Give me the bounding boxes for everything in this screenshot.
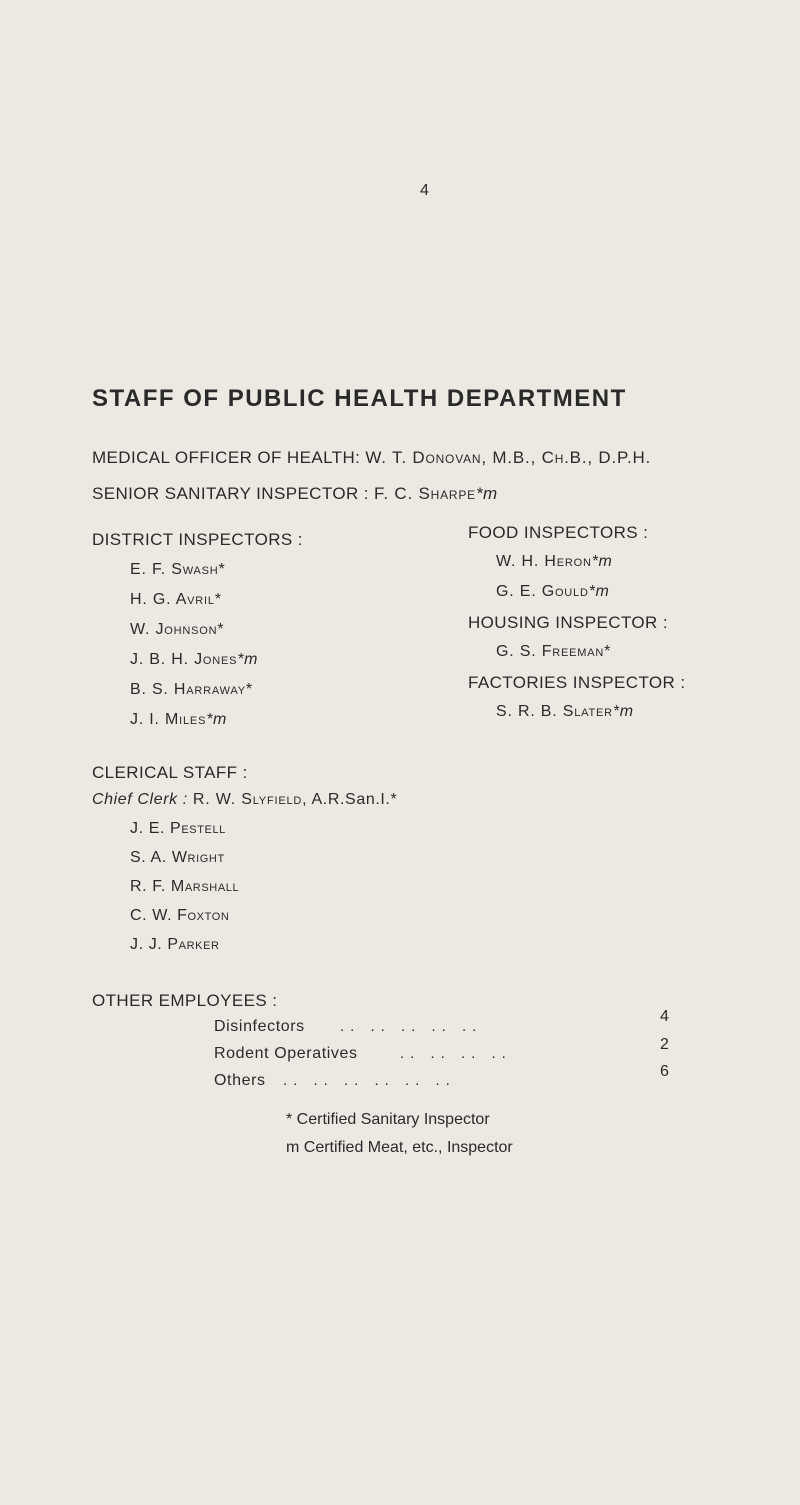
- chief-clerk-name: R. W. Slyfield,: [192, 791, 308, 808]
- district-inspector: H. G. Avril*: [130, 591, 222, 608]
- district-inspector: J. I. Miles*m: [130, 711, 227, 728]
- ssi-name: F. C. Sharpe: [374, 484, 476, 503]
- employee-row-count: 4: [660, 1008, 669, 1025]
- chief-clerk-label: Chief Clerk :: [92, 791, 188, 808]
- food-inspector: W. H. Heron*m: [496, 553, 613, 570]
- ssi-line: [92, 484, 498, 504]
- employee-row-count: 6: [660, 1063, 669, 1080]
- employee-row-dots: .. .. .. ..: [400, 1045, 512, 1062]
- clerk-name: R. F. Marshall: [130, 878, 240, 895]
- chief-clerk-line: [92, 791, 397, 809]
- employee-row-label: Disinfectors: [214, 1018, 305, 1035]
- district-inspector: B. S. Harraway*: [130, 681, 253, 698]
- moh-line: [92, 448, 651, 468]
- clerk-name: S. A. Wright: [130, 849, 225, 866]
- employee-row-label: Rodent Operatives: [214, 1045, 358, 1062]
- page-number: 4: [420, 182, 429, 199]
- footnote-certified-meat: m Certified Meat, etc., Inspector: [286, 1139, 513, 1156]
- district-inspector: W. Johnson*: [130, 621, 225, 638]
- clerk-name: C. W. Foxton: [130, 907, 230, 924]
- factories-inspector: S. R. B. Slater*m: [496, 703, 634, 720]
- food-inspector: G. E. Gould*m: [496, 583, 610, 600]
- clerk-name: J. E. Pestell: [130, 820, 226, 837]
- footnote-certified-sanitary: * Certified Sanitary Inspector: [286, 1111, 490, 1128]
- factories-heading: FACTORIES INSPECTOR :: [468, 673, 686, 692]
- clerk-name: J. J. Parker: [130, 936, 220, 953]
- housing-heading: HOUSING INSPECTOR :: [468, 613, 668, 632]
- food-heading: FOOD INSPECTORS :: [468, 523, 649, 542]
- employee-row-label: Others: [214, 1072, 266, 1089]
- employee-row-dots: .. .. .. .. ..: [340, 1018, 483, 1035]
- clerical-heading: CLERICAL STAFF :: [92, 763, 248, 782]
- ssi-marks: *m: [475, 484, 498, 503]
- moh-name: W. T. Donovan, M.B., Ch.B., D.P.H.: [365, 448, 652, 467]
- district-inspector: E. F. Swash*: [130, 561, 226, 578]
- moh-label: MEDICAL OFFICER OF HEALTH:: [92, 448, 361, 467]
- employee-row-dots: .. .. .. .. .. ..: [283, 1072, 456, 1089]
- ssi-label: SENIOR SANITARY INSPECTOR :: [92, 484, 369, 503]
- chief-clerk-qual: A.R.San.I.*: [311, 791, 398, 808]
- district-inspector: J. B. H. Jones*m: [130, 651, 259, 668]
- other-heading: OTHER EMPLOYEES :: [92, 991, 278, 1010]
- district-heading: DISTRICT INSPECTORS :: [92, 530, 303, 549]
- housing-inspector: G. S. Freeman*: [496, 643, 611, 660]
- page-title: STAFF OF PUBLIC HEALTH DEPARTMENT: [92, 385, 627, 412]
- employee-row-count: 2: [660, 1036, 669, 1053]
